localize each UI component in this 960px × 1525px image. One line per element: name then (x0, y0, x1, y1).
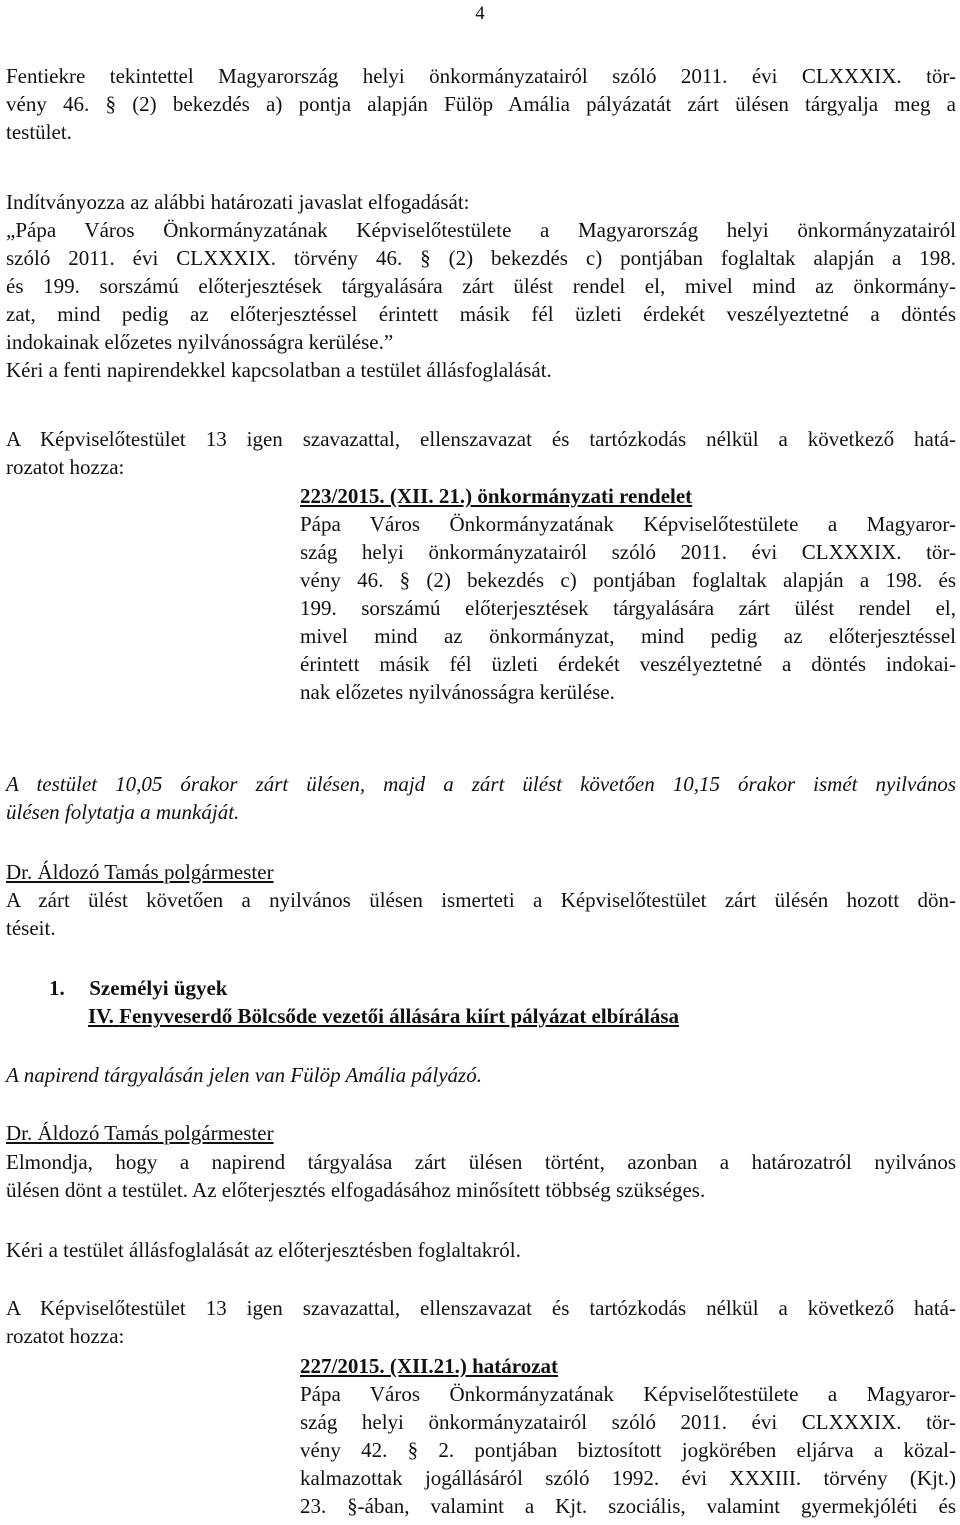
paragraph-session-time-note (6, 770, 956, 826)
speaker-name: Dr. Áldozó Tamás polgármester (6, 860, 274, 884)
text-line: rozatot hozza: (6, 455, 125, 479)
resolution-title: 223/2015. (XII. 21.) önkormányzati rendelet (300, 484, 693, 508)
text-line: zat, mind pedig az előterjesztéssel érintett másik fél üzleti érdekét veszélyeztetné a döntés (6, 302, 956, 326)
resolution-223-block (300, 482, 956, 706)
paragraph-announcement (6, 886, 956, 942)
text-line: Pápa Város Önkormányzatának Képviselőtestülete a Magyaror- (300, 1382, 956, 1406)
text-line: vény 46. § (2) bekezdés c) pontjában foglaltak alapján a 198. és (300, 568, 956, 592)
paragraph-motion-proposal (6, 188, 956, 384)
text-line: nak előzetes nyilvánosságra kerülése. (300, 680, 615, 704)
text-line: mivel mind az önkormányzat, mind pedig az előterjesztéssel (300, 624, 956, 648)
text-line: A Képviselőtestület 13 igen szavazattal, ellenszavazat és tartózkodás nélkül a következő hatá- (6, 1296, 956, 1320)
text-line: A napirend tárgyalásán jelen van Fülöp Amália pályázó. (6, 1063, 482, 1087)
text-line: „Pápa Város Önkormányzatának Képviselőtestülete a Magyarország helyi önkormányzatairól (6, 218, 956, 242)
speaker-mayor (6, 858, 956, 886)
text-line: Indítványozza az alábbi határozati javaslat elfogadását: (6, 190, 470, 214)
text-line: Fentiekre tekintettel Magyarország helyi önkormányzatairól szóló 2011. évi CLXXXIX. tör- (6, 64, 956, 88)
text-line: 199. sorszámú előterjesztések tárgyalására zárt ülést rendel el, (300, 596, 956, 620)
text-line: kalmazottak jogállásáról szóló 1992. évi XXXIII. törvény (Kjt.) (300, 1466, 956, 1490)
text-line: téseit. (6, 916, 56, 940)
text-line: rozatot hozza: (6, 1324, 125, 1348)
speaker-name: Dr. Áldozó Tamás polgármester (6, 1121, 274, 1145)
paragraph-attendance (6, 1061, 956, 1089)
text-line: szág helyi önkormányzatairól szóló 2011. évi CLXXXIX. tör- (300, 540, 956, 564)
text-line: 23. §-ában, valamint a Kjt. szociális, valamint gyermekjóléti és (300, 1494, 956, 1518)
paragraph-closed-session-basis (6, 62, 956, 146)
text-line: A testület 10,05 órakor zárt ülésen, majd a zárt ülést követően 10,15 órakor ismét nyilvános (6, 772, 956, 796)
text-line: Kéri a fenti napirendekkel kapcsolatban a testület állásfoglalását. (6, 358, 552, 382)
subsection-title: Fenyveserdő Bölcsőde vezetői állására kiírt pályázat elbírálása (119, 1004, 680, 1028)
text-line: vény 42. § 2. pontjában biztosított jogkörében eljárva a közal- (300, 1438, 956, 1462)
text-line: érintett másik fél üzleti érdekét veszélyeztetné a döntés indokai- (300, 652, 956, 676)
text-line: szóló 2011. évi CLXXXIX. törvény 46. § (2) bekezdés c) pontjában foglaltak alapján a 198. (6, 246, 956, 270)
resolution-title: 227/2015. (XII.21.) határozat (300, 1354, 559, 1378)
text-line: testület. (6, 120, 72, 144)
page-number: 4 (475, 3, 485, 24)
paragraph-vote-result (6, 425, 956, 481)
subsection-heading (88, 1002, 679, 1030)
text-line: és 199. sorszámú előterjesztések tárgyalására zárt ülést rendel el, mivel mind az önkormány- (6, 274, 956, 298)
section-number: 1. (49, 976, 65, 1000)
subsection-number: IV. (88, 1004, 114, 1028)
text-line: Kéri a testület állásfoglalását az előterjesztésben foglaltakról. (6, 1238, 521, 1262)
text-line: ülésen dönt a testület. Az előterjesztés elfogadásához minősített többség szükséges. (6, 1178, 706, 1202)
text-line: A zárt ülést követően a nyilvános ülésen ismerteti a Képviselőtestület zárt ülésén hozott dön- (6, 888, 956, 912)
text-line: szág helyi önkormányzatairól szóló 2011. évi CLXXXIX. tör- (300, 1410, 956, 1434)
resolution-227-block (300, 1352, 956, 1520)
text-line: A Képviselőtestület 13 igen szavazattal, ellenszavazat és tartózkodás nélkül a következő hatá- (6, 427, 956, 451)
speaker-mayor-2 (6, 1119, 956, 1147)
section-title: Személyi ügyek (89, 976, 228, 1000)
text-line: vény 46. § (2) bekezdés a) pontja alapján Fülöp Amália pályázatát zárt ülésen tárgyalja meg a (6, 92, 956, 116)
text-line: Elmondja, hogy a napirend tárgyalása zárt ülésen történt, azonban a határozatról nyilvános (6, 1150, 956, 1174)
text-line: ülésen folytatja a munkáját. (6, 800, 240, 824)
text-line: indokainak előzetes nyilvánosságra kerülése.” (6, 330, 394, 354)
paragraph-explanation (6, 1148, 956, 1204)
text-line: Pápa Város Önkormányzatának Képviselőtestülete a Magyaror- (300, 512, 956, 536)
paragraph-request-opinion (6, 1236, 956, 1264)
paragraph-vote-result-2 (6, 1294, 956, 1350)
section-heading (49, 974, 227, 1002)
